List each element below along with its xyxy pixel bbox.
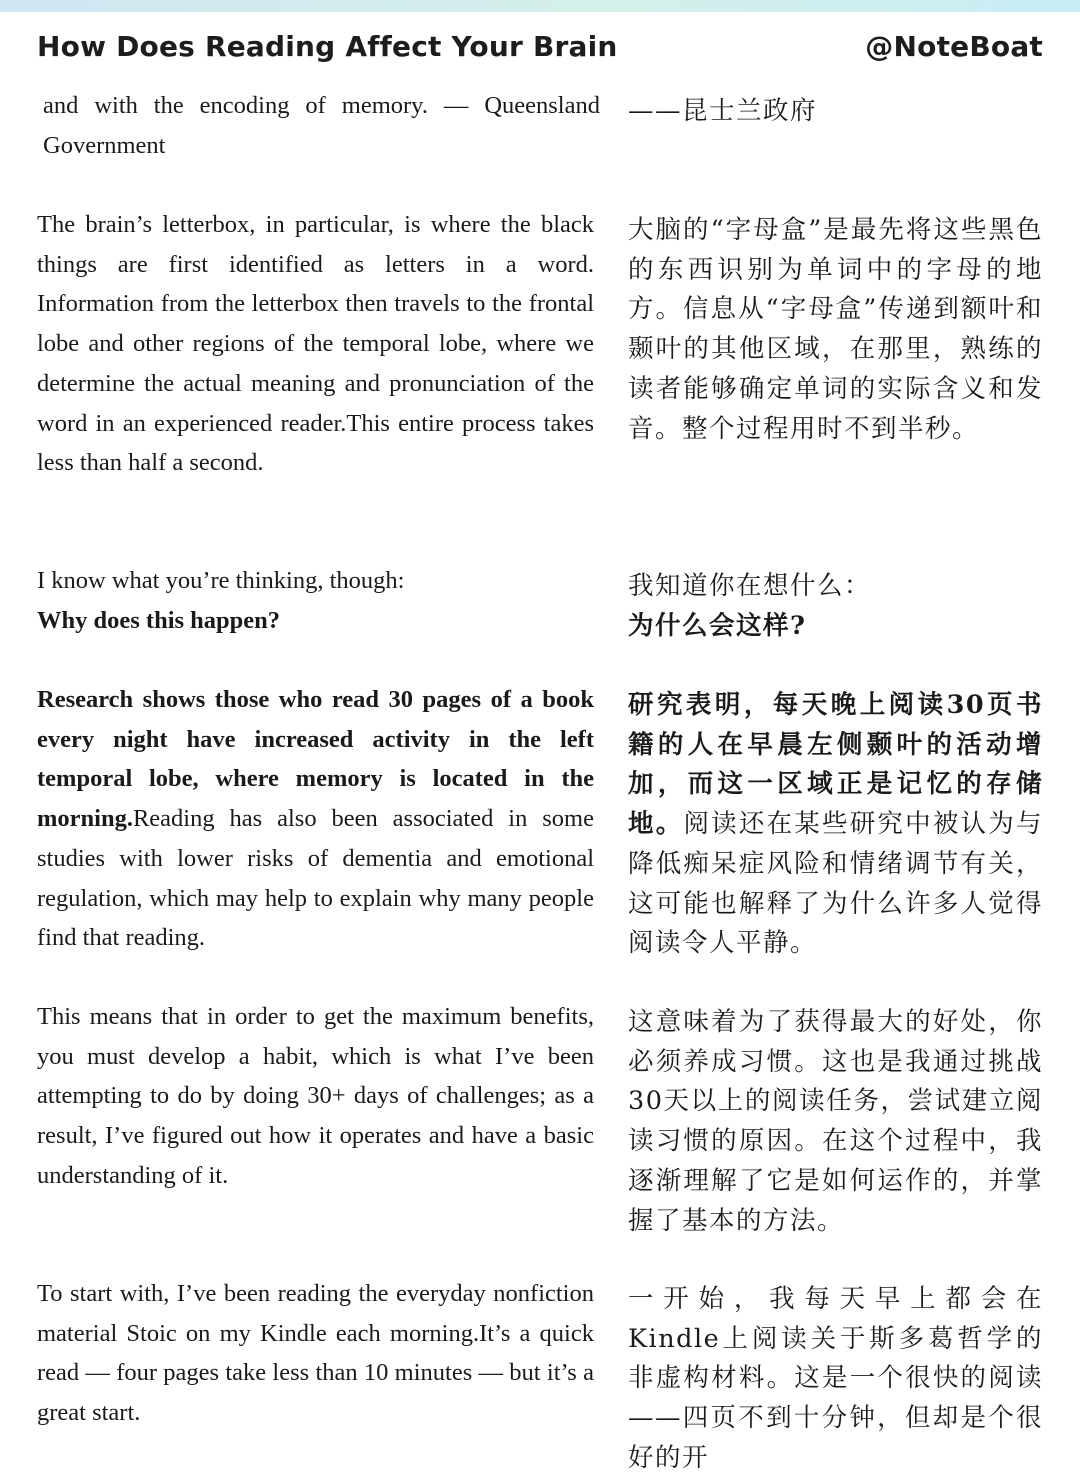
- en-paragraph-1: and with the encoding of memory. — Queensland Government: [43, 92, 600, 159]
- en-question: Why does this happen?: [37, 606, 281, 634]
- zh-question: 为什么会这样?: [628, 610, 807, 641]
- author-handle: @NoteBoat: [865, 29, 1043, 63]
- page-header: [37, 26, 1043, 66]
- en-paragraph-6: To start with, I’ve been reading the everyday nonfiction material Stoic on my Kindle each morning.It’s a quick read — four pages take less than 10 minutes — but it’s a great start.: [37, 1280, 594, 1427]
- en-question-intro: I know what you’re thinking, though:: [37, 567, 405, 594]
- en-research-highlight: Research shows those who read 30 pages of a book every night have increased activity in the left temporal lobe, where memory is located in the morning.: [37, 686, 594, 833]
- top-accent-strip: [0, 0, 1080, 12]
- zh-paragraph-2: 大脑的“字母盒”是最先将这些黑色的东西识别为单词中的字母的地方。信息从“字母盒”传递到额叶和颞叶的其他区域，在那里，熟练的读者能够确定单词的实际含义和发音。整个过程用时不到半秒。: [628, 215, 1043, 444]
- zh-paragraph-3: [628, 567, 1043, 646]
- en-paragraph-2: The brain’s letterbox, in particular, is where the black things are first identified as letters in a word. Information from the letterbox then travels to the frontal lobe and other regions of the temporal lobe, where we determine the actual meaning and pronunciation of the word in an experienced reader.This entire process takes less than half a second.: [37, 211, 594, 477]
- zh-paragraph-4: [628, 686, 1043, 964]
- en-paragraph-5: This means that in order to get the maximum benefits, you must develop a habit, which is what I’ve been attempting to do by doing 30+ days of challenges; as a result, I’ve figured out how it operates and have a basic understanding of it.: [37, 1003, 594, 1189]
- en-paragraph-3: [37, 561, 594, 640]
- zh-question-intro: 我知道你在想什么：: [628, 571, 872, 601]
- zh-paragraph-6: 一开始，我每天早上都会在Kindle上阅读关于斯多葛哲学的非虚构材料。这是一个很快的阅读——四页不到十分钟，但却是个很好的开: [628, 1284, 1043, 1473]
- zh-research-highlight: 研究表明，每天晚上阅读30页书籍的人在早晨左侧颞叶的活动增加，而这一区域正是记忆的存储地。: [628, 690, 1043, 840]
- page-title: How Does Reading Affect Your Brain: [37, 29, 618, 63]
- zh-research-rest: 阅读还在某些研究中被认为与降低痴呆症风险和情绪调节有关，这可能也解释了为什么许多人觉得阅读令人平静。: [628, 809, 1043, 959]
- en-paragraph-4: [37, 680, 594, 958]
- zh-paragraph-1: ——昆士兰政府: [628, 96, 818, 126]
- zh-paragraph-5: 这意味着为了获得最大的好处，你必须养成习惯。这也是我通过挑战30天以上的阅读任务，尝试建立阅读习惯的原因。在这个过程中，我逐渐理解了它是如何运作的，并掌握了基本的方法。: [628, 1007, 1043, 1236]
- en-research-rest: Reading has also been associated in some studies with lower risks of dementia and emotional regulation, which may help to explain why many people find that reading.: [37, 805, 594, 952]
